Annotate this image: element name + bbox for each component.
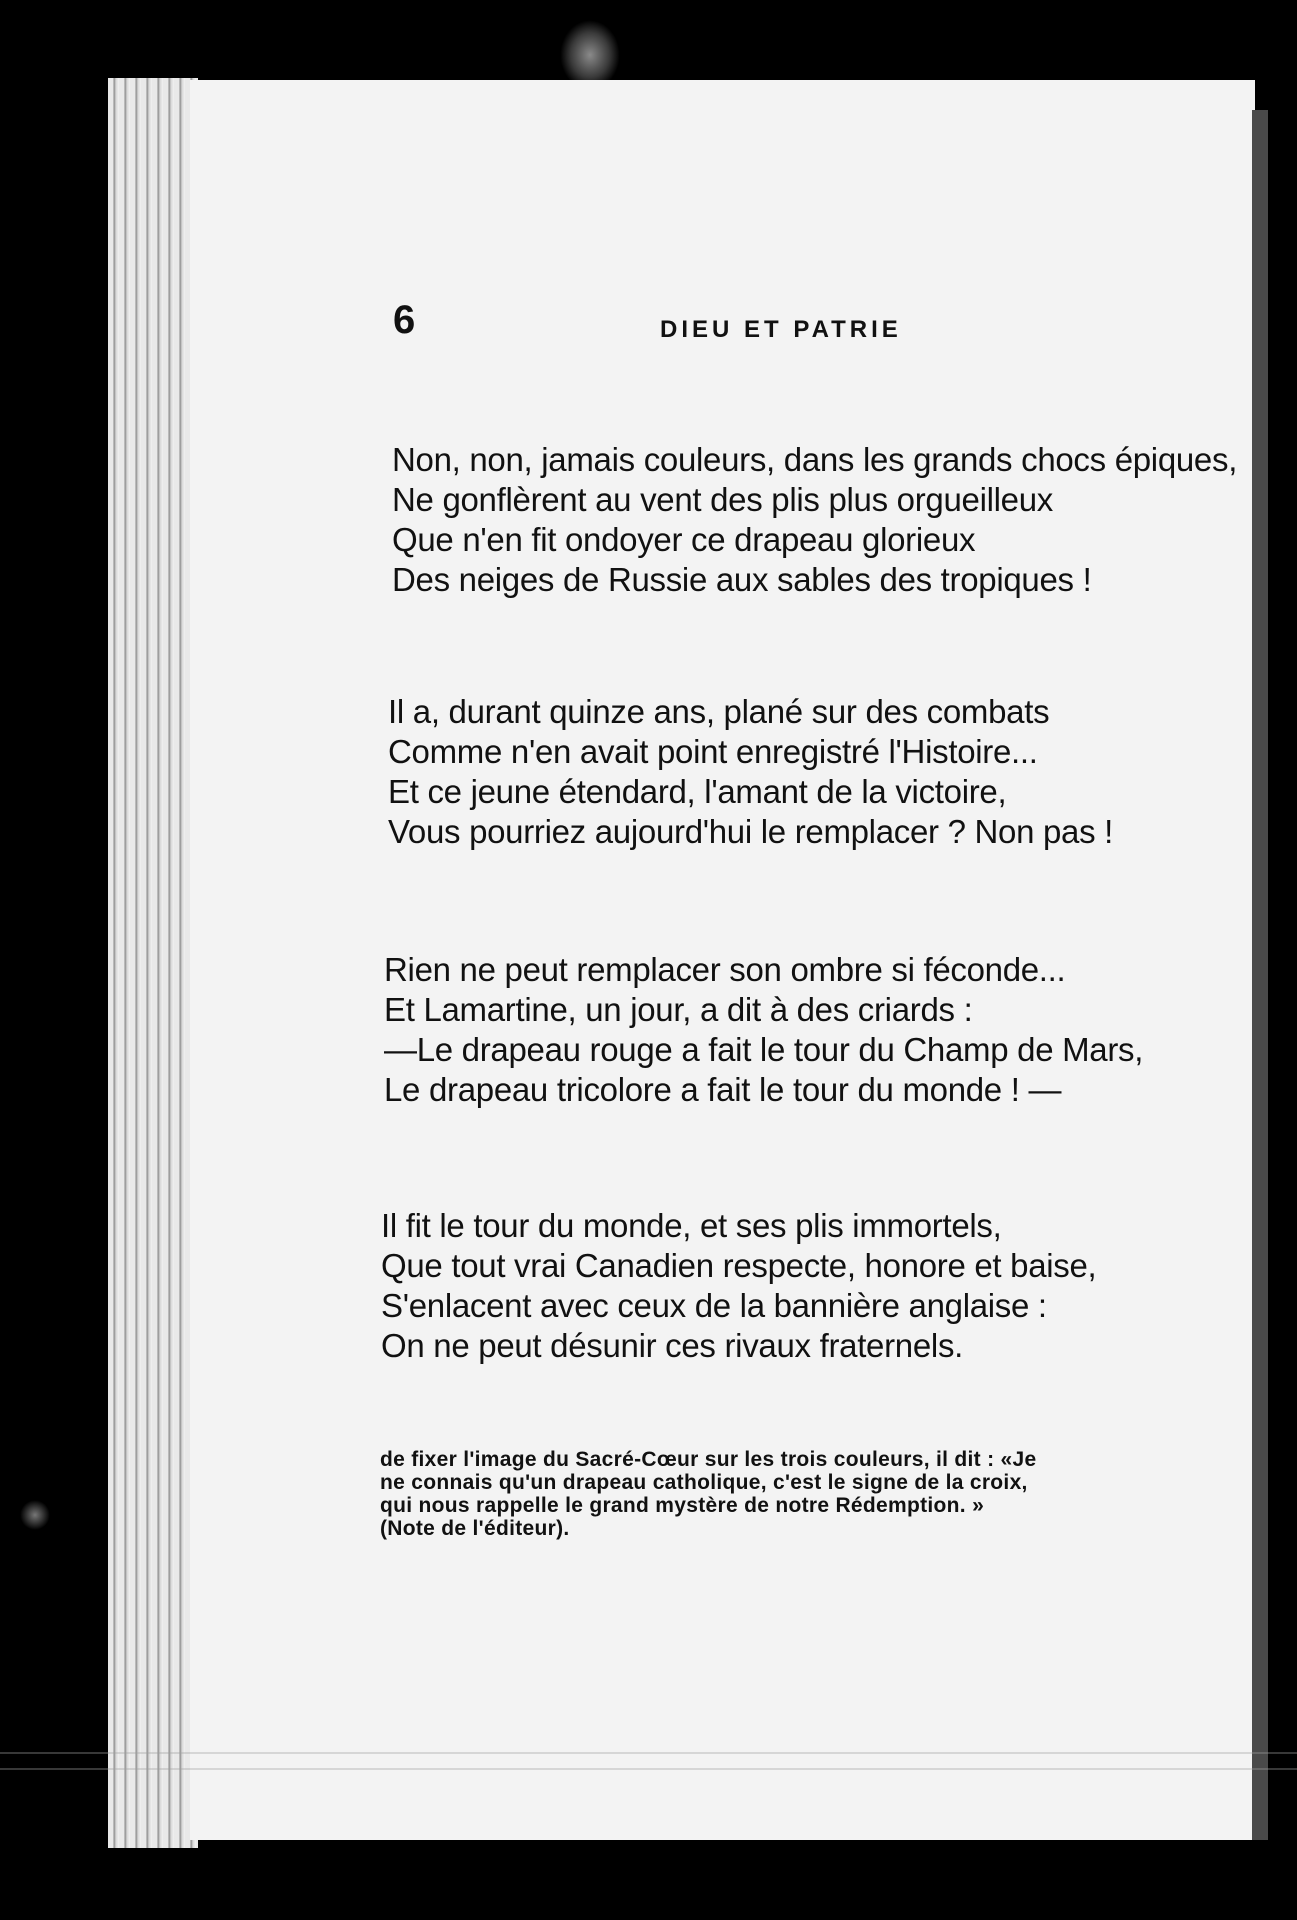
verse-line: Que n'en fit ondoyer ce drapeau glorieux [392, 521, 976, 558]
scan-line [0, 1752, 1297, 1754]
verse-line: Et ce jeune étendard, l'amant de la victoire, [388, 773, 1007, 810]
page-number: 6 [393, 298, 416, 342]
page-right-edge [1252, 110, 1268, 1840]
scan-line [0, 1768, 1297, 1770]
verse-line: Il a, durant quinze ans, plané sur des combats [388, 693, 1050, 730]
verse-line: Comme n'en avait point enregistré l'Histoire... [388, 733, 1038, 770]
verse-line: Ne gonflèrent au vent des plis plus orgueilleux [392, 481, 1053, 518]
footnote-line: (Note de l'éditeur). [380, 1517, 570, 1540]
verse-line: Rien ne peut remplacer son ombre si féconde... [384, 951, 1066, 988]
footnote-line: de fixer l'image du Sacré-Cœur sur les trois couleurs, il dit : «Je [380, 1448, 1037, 1471]
footnote-line: ne connais qu'un drapeau catholique, c'est le signe de la croix, [380, 1471, 1028, 1494]
verse-line: S'enlacent avec ceux de la bannière anglaise : [381, 1287, 1047, 1324]
page-edges [108, 78, 198, 1848]
footnote-line: qui nous rappelle le grand mystère de notre Rédemption. » [380, 1494, 985, 1517]
verse-line: Des neiges de Russie aux sables des tropiques ! [392, 561, 1092, 598]
verse-line: Vous pourriez aujourd'hui le remplacer ? Non pas ! [388, 813, 1114, 850]
verse-line: On ne peut désunir ces rivaux fraternels. [381, 1327, 964, 1364]
verse-line: Et Lamartine, un jour, a dit à des criards : [384, 991, 973, 1028]
verse-line: Le drapeau tricolore a fait le tour du monde ! — [384, 1071, 1062, 1108]
verse-line: —Le drapeau rouge a fait le tour du Champ de Mars, [384, 1031, 1144, 1068]
scan-smudge [20, 1500, 50, 1530]
verse-line: Il fit le tour du monde, et ses plis immortels, [381, 1207, 1002, 1244]
verse-line: Non, non, jamais couleurs, dans les grands chocs épiques, [392, 441, 1238, 478]
verse-line: Que tout vrai Canadien respecte, honore et baise, [381, 1247, 1097, 1284]
running-head: DIEU ET PATRIE [660, 316, 902, 343]
stanza [384, 950, 1143, 1110]
footnote [380, 1448, 1160, 1540]
stanza [392, 440, 1237, 600]
stanza [388, 692, 1113, 852]
stanza [381, 1206, 1096, 1366]
